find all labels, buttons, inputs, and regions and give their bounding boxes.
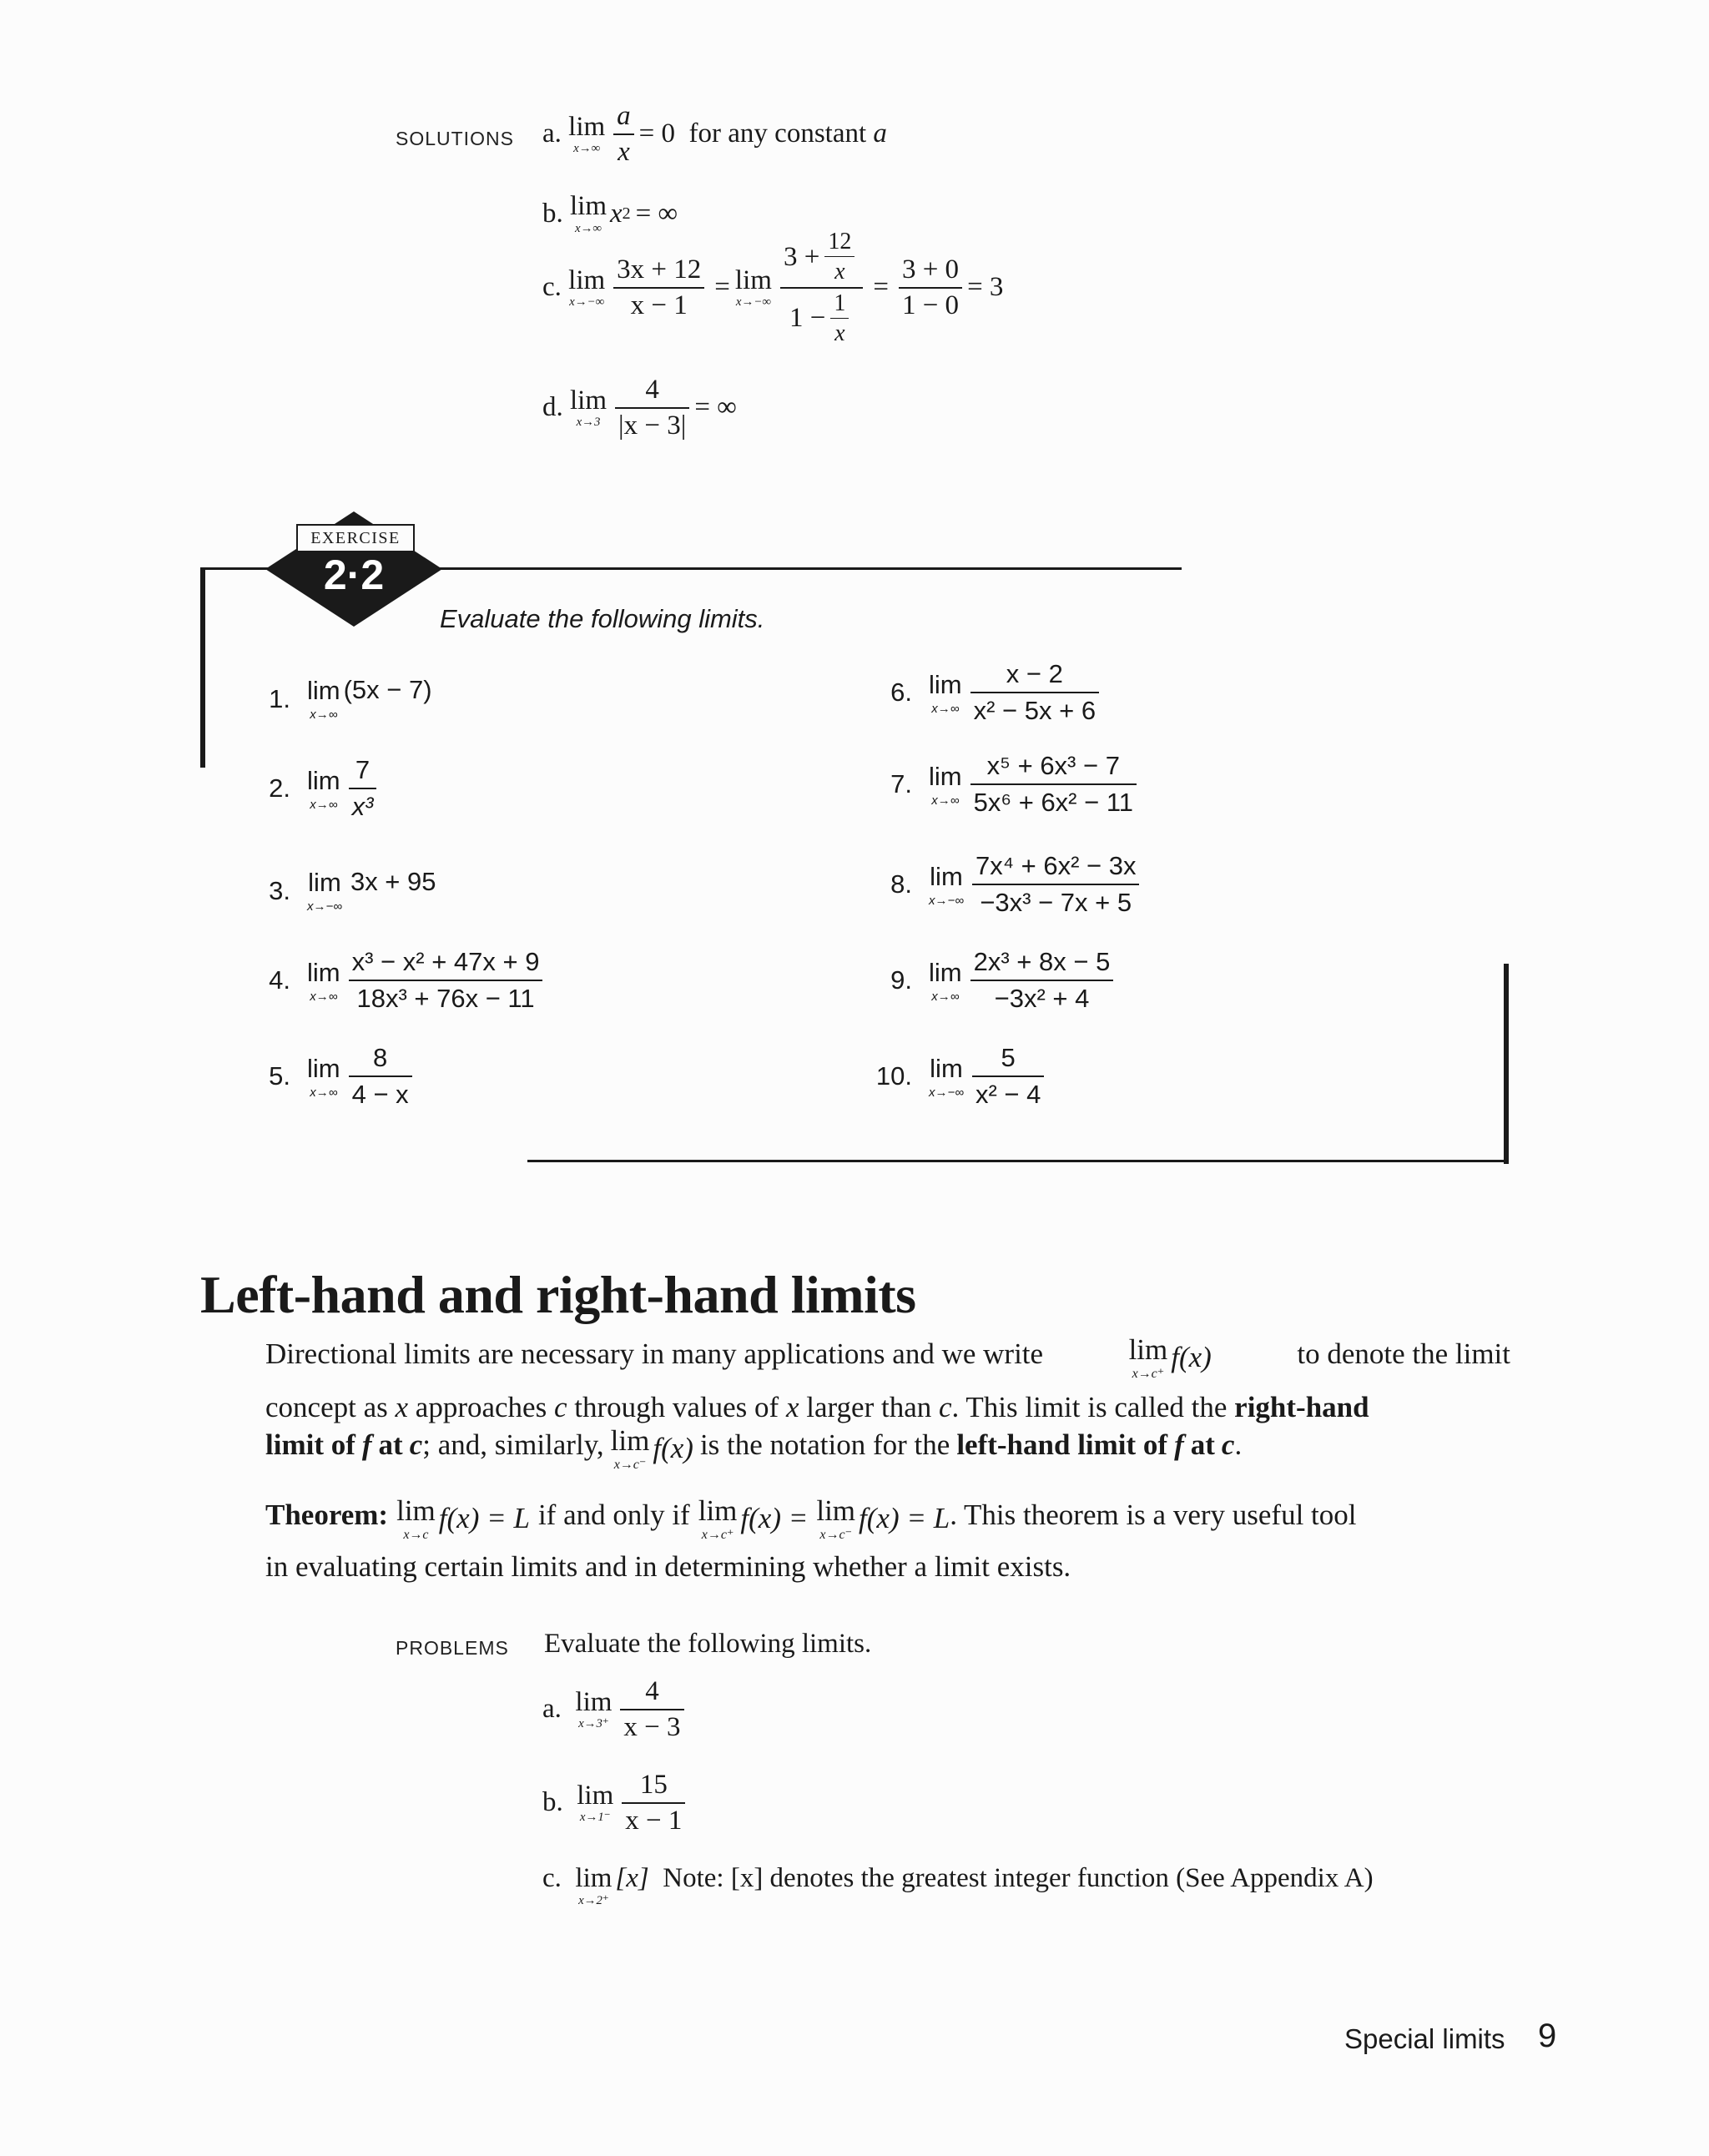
lim-subscript: x→c⁺: [1132, 1366, 1165, 1381]
equals-value: = 3: [967, 272, 1004, 303]
denominator: −3x³ − 7x + 5: [980, 888, 1132, 917]
numerator: 3 + 0: [901, 254, 960, 285]
lim-subscript: x→∞: [931, 989, 960, 1004]
lim-word: lim: [734, 264, 772, 295]
exponent: 2: [622, 204, 631, 223]
lim-word: lim: [307, 957, 340, 987]
lim-word: lim: [307, 1053, 340, 1083]
exercise-problem-1: [250, 676, 432, 722]
bold-term: left-hand limit of: [956, 1428, 1168, 1462]
section-paragraph-1: [265, 1335, 1510, 1473]
denominator: x − 1: [630, 290, 688, 320]
lim-subscript: x→∞: [575, 221, 602, 235]
numerator: 7x⁴ + 6x² − 3x: [975, 851, 1137, 880]
item-letter: a.: [542, 1694, 562, 1725]
exercise-problem-9: [872, 947, 1118, 1014]
lim-word: lim: [575, 1863, 613, 1893]
bold-term: f: [1174, 1428, 1184, 1462]
theorem: [265, 1496, 1510, 1585]
equals-sign: =: [873, 272, 889, 303]
numerator: 4: [645, 1676, 659, 1706]
bold-term: right-hand: [1234, 1390, 1369, 1423]
problem-c: [542, 1864, 1374, 1907]
problem-number: 1.: [269, 683, 290, 713]
denominator: 18x³ + 76x − 11: [356, 984, 535, 1013]
denominator: 4 − x: [351, 1080, 409, 1109]
solution-d: [542, 375, 737, 440]
item-letter: c.: [542, 272, 562, 303]
item-letter: c.: [542, 1863, 562, 1893]
note: Note: [x] denotes the greatest integer function (See Appendix A): [663, 1863, 1374, 1893]
exercise-problem-10: [872, 1043, 1049, 1110]
expression: [x]: [615, 1863, 649, 1893]
lim-word: lim: [307, 676, 340, 705]
tail-text: for any constant: [688, 118, 867, 149]
numerator: a: [617, 101, 631, 131]
text: Directional limits are necessary in many applications and we write: [265, 1337, 1044, 1370]
exercise-instruction: Evaluate the following limits.: [440, 604, 765, 633]
text: to denote the limit: [1297, 1337, 1510, 1370]
inner-denominator: x: [834, 320, 845, 347]
function-expression: f(x): [1171, 1341, 1212, 1374]
exercise-number: 2·2: [323, 552, 385, 598]
expression: f(x) =: [740, 1502, 809, 1535]
lim-word: lim: [1128, 1333, 1168, 1366]
numerator: x³ − x² + 47x + 9: [351, 947, 540, 976]
denominator: x³: [351, 792, 374, 821]
footer-title: Special limits: [1344, 2023, 1505, 2054]
inner-numerator: 1: [834, 290, 846, 316]
lim-subscript: x→3⁺: [578, 1717, 609, 1731]
numerator: 15: [639, 1770, 668, 1800]
item-letter: b.: [542, 198, 563, 229]
function-expression: f(x): [653, 1432, 693, 1465]
problem-number: 4.: [269, 965, 290, 995]
expression: (5x − 7): [343, 674, 432, 704]
lim-subscript: x→∞: [310, 1085, 338, 1100]
numerator-prefix: 3 +: [783, 241, 820, 272]
text: in evaluating certain limits and in determining whether a limit exists.: [265, 1549, 1071, 1583]
text: larger than: [806, 1390, 932, 1423]
problems-label: PROBLEMS: [396, 1637, 509, 1659]
text: is the notation for the: [699, 1428, 950, 1462]
item-letter: b.: [542, 1787, 563, 1818]
denominator: x − 3: [623, 1711, 681, 1742]
solution-a: [542, 102, 887, 166]
bold-term: limit of: [265, 1428, 355, 1462]
variable: x: [785, 1390, 799, 1423]
problems-intro: Evaluate the following limits.: [544, 1629, 872, 1659]
denominator: x² − 4: [975, 1080, 1041, 1109]
variable: c: [553, 1390, 567, 1423]
lim-word: lim: [568, 111, 606, 142]
lim-subscript: x→−∞: [929, 1085, 964, 1100]
numerator: 4: [645, 375, 659, 405]
text: approaches: [415, 1390, 547, 1423]
lim-word: lim: [930, 861, 963, 891]
text: ; and, similarly,: [422, 1428, 604, 1462]
lim-subscript: x→1⁻: [579, 1811, 611, 1825]
denominator: x − 1: [625, 1805, 683, 1836]
text: concept as: [265, 1390, 388, 1423]
variable: x: [395, 1390, 409, 1423]
denominator: x: [618, 136, 630, 167]
lim-subscript: x→∞: [310, 797, 338, 812]
numerator: 2x³ + 8x − 5: [973, 947, 1111, 976]
bold-term: at: [378, 1428, 403, 1462]
lim-subscript: x→∞: [931, 701, 960, 716]
problem-b: [542, 1771, 690, 1835]
text: if and only if: [537, 1499, 690, 1531]
lim-word: lim: [929, 669, 962, 699]
bold-term: at: [1190, 1428, 1215, 1462]
lim-word: lim: [308, 868, 341, 897]
theorem-label: Theorem:: [265, 1499, 389, 1531]
problem-number: 8.: [890, 869, 912, 899]
lim-subscript: x→c: [403, 1527, 429, 1542]
lim-subscript: x→∞: [573, 142, 601, 156]
bold-term: c: [1221, 1428, 1235, 1462]
text: .: [1234, 1428, 1243, 1462]
exercise-problem-3: [250, 868, 436, 914]
problem-number: 10.: [875, 1061, 912, 1091]
exercise-problem-6: [872, 659, 1104, 726]
exercise-problem-2: [250, 755, 381, 822]
denominator-prefix: 1 −: [789, 303, 826, 334]
denominator: 5x⁶ + 6x² − 11: [973, 788, 1134, 817]
numerator: x⁵ + 6x³ − 7: [986, 751, 1120, 780]
equals-value: = ∞: [694, 392, 737, 423]
expression: f(x) = L: [438, 1502, 530, 1535]
solution-c: [542, 229, 1003, 346]
tail-variable: a: [873, 118, 887, 149]
section-heading: Left-hand and right-hand limits: [200, 1265, 916, 1324]
expression: 3x + 95: [350, 866, 436, 896]
equals-value: = ∞: [635, 198, 678, 229]
lim-subscript: x→2⁺: [578, 1893, 609, 1907]
text: . This limit is called the: [951, 1390, 1228, 1423]
lim-word: lim: [929, 761, 962, 791]
item-letter: d.: [542, 392, 563, 423]
lim-word: lim: [568, 264, 606, 295]
bold-term: c: [409, 1428, 423, 1462]
lim-word: lim: [307, 765, 340, 795]
lim-subscript: x→−∞: [929, 893, 964, 908]
expression: f(x) = L: [859, 1502, 950, 1535]
item-letter: a.: [542, 118, 562, 149]
exercise-problem-7: [872, 751, 1142, 818]
lim-subscript: x→−∞: [307, 899, 342, 914]
denominator: x² − 5x + 6: [973, 696, 1096, 725]
lim-word: lim: [575, 1686, 613, 1717]
exercise-problem-8: [872, 851, 1144, 918]
lim-word: lim: [816, 1494, 856, 1527]
equals-value: = 0: [638, 118, 676, 149]
problem-number: 3.: [269, 875, 290, 905]
text: through values of: [574, 1390, 779, 1423]
lim-subscript: x→c⁻: [819, 1527, 853, 1542]
numerator: 5: [1001, 1043, 1016, 1072]
text: . This theorem is a very useful tool: [950, 1499, 1357, 1531]
lim-subscript: x→c⁺: [701, 1527, 734, 1542]
lim-subscript: x→∞: [310, 708, 338, 722]
problem-a: [542, 1677, 689, 1741]
problem-number: 7.: [890, 769, 912, 798]
exercise-rule-bottom: [527, 1160, 1509, 1162]
exercise-rule-right: [1504, 964, 1509, 1164]
lim-subscript: x→∞: [931, 793, 960, 808]
lim-subscript: x→−∞: [735, 295, 771, 310]
denominator: 1 − 0: [901, 290, 960, 320]
lim-word: lim: [577, 1780, 614, 1811]
lim-subscript: x→c⁻: [613, 1457, 647, 1472]
lim-subscript: x→∞: [310, 989, 338, 1004]
inner-denominator: x: [834, 259, 845, 285]
problem-number: 5.: [269, 1061, 290, 1091]
variable: c: [938, 1390, 952, 1423]
lim-word: lim: [570, 385, 607, 416]
numerator: 8: [373, 1043, 388, 1072]
lim-word: lim: [396, 1494, 436, 1527]
problem-number: 9.: [890, 965, 912, 995]
exercise-tag: EXERCISE: [296, 524, 415, 552]
lim-word: lim: [929, 957, 962, 987]
lim-word: lim: [610, 1424, 650, 1458]
numerator: x − 2: [1006, 659, 1063, 688]
lim-subscript: x→3: [576, 416, 601, 430]
inner-numerator: 12: [828, 229, 852, 254]
page-number: 9: [1538, 2017, 1557, 2054]
solutions-label: SOLUTIONS: [396, 128, 514, 149]
lim-word: lim: [570, 191, 607, 221]
lim-word: lim: [930, 1053, 963, 1083]
expression: x: [610, 198, 623, 229]
lim-word: lim: [698, 1494, 738, 1527]
exercise-problem-4: [250, 947, 547, 1014]
denominator: |x − 3|: [618, 410, 687, 441]
numerator: 7: [355, 755, 371, 784]
lim-subscript: x→−∞: [569, 295, 605, 310]
denominator: −3x² + 4: [994, 984, 1090, 1013]
bold-term: f: [361, 1428, 372, 1462]
equals-sign: =: [714, 272, 730, 303]
numerator: 3x + 12: [617, 254, 702, 285]
problem-number: 2.: [269, 773, 290, 803]
exercise-rule-left: [200, 567, 205, 768]
exercise-problem-5: [250, 1043, 417, 1110]
problem-number: 6.: [890, 678, 912, 707]
